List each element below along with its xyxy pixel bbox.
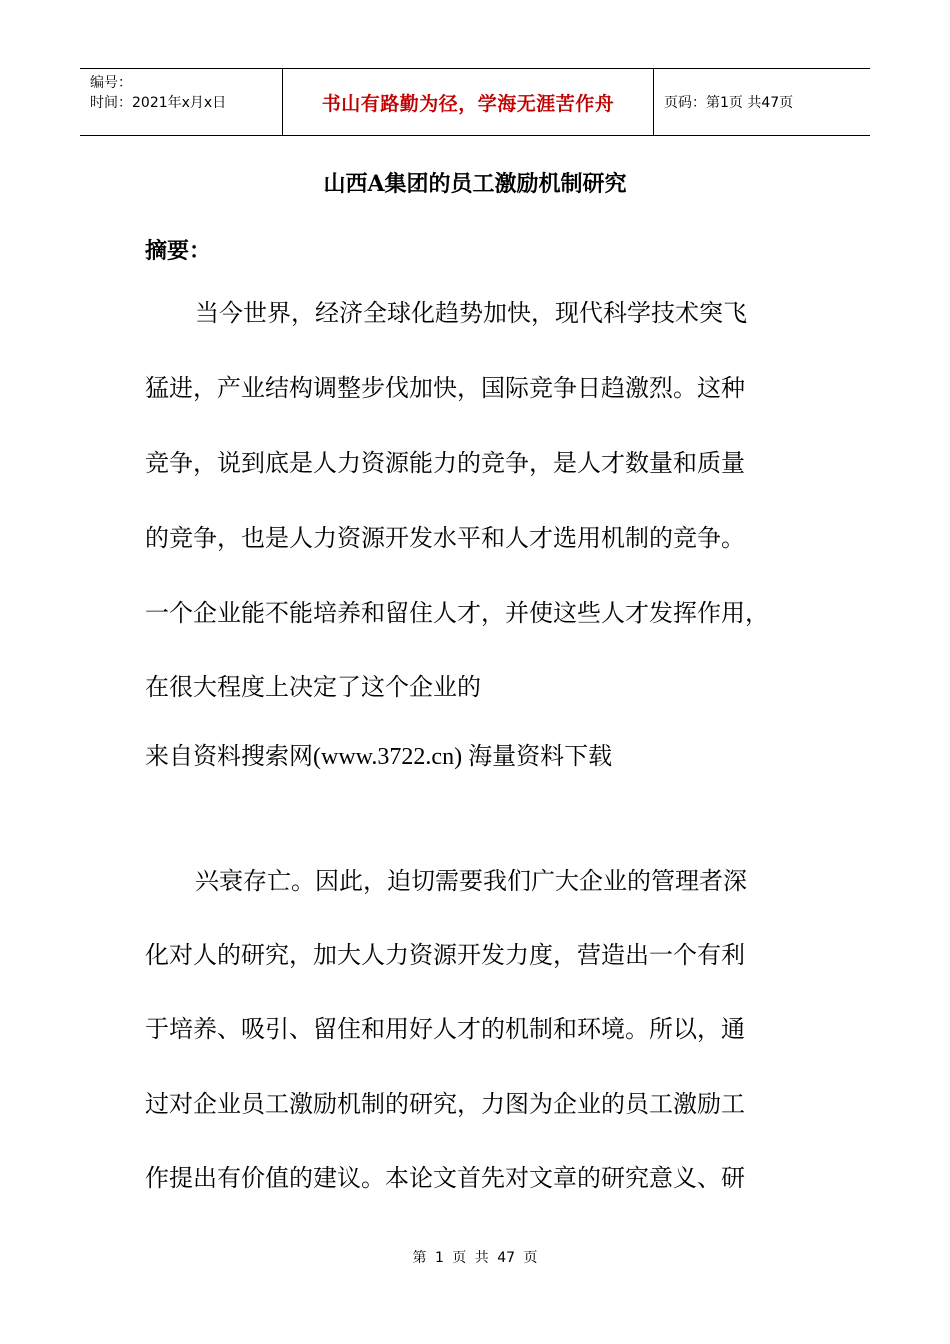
- paragraph-line: 当今世界，经济全球化趋势加快，现代科学技术突飞: [195, 299, 747, 327]
- paragraph-line: 在很大程度上决定了这个企业的: [145, 673, 481, 701]
- doc-number-label: 编号：: [90, 75, 132, 91]
- paragraph-line: 兴衰存亡。因此，迫切需要我们广大企业的管理者深: [195, 867, 747, 895]
- header-page-info: 页码：第1页 共47页: [664, 95, 794, 111]
- document-title: 山西A集团的员工激励机制研究: [323, 171, 627, 197]
- paragraph-line: 猛进，产业结构调整步伐加快，国际竞争日趋激烈。这种: [145, 374, 745, 402]
- paragraph-line: 过对企业员工激励机制的研究，力图为企业的员工激励工: [145, 1090, 745, 1118]
- source-note: 来自资料搜索网(www.3722.cn) 海量资料下载: [145, 744, 613, 770]
- paragraph-line: 化对人的研究，加大人力资源开发力度，营造出一个有利: [145, 941, 745, 969]
- paragraph-line: 一个企业能不能培养和留住人才，并使这些人才发挥作用，: [145, 599, 769, 627]
- header-left-cell: [80, 69, 282, 135]
- paragraph-line: 竞争，说到底是人力资源能力的竞争，是人才数量和质量: [145, 449, 745, 477]
- page-footer: 第 1 页 共 47 页: [412, 1250, 538, 1266]
- doc-date-label: 时间：2021年x月x日: [90, 95, 227, 111]
- page-header: [80, 68, 870, 136]
- paragraph-line: 作提出有价值的建议。本论文首先对文章的研究意义、研: [145, 1164, 745, 1192]
- header-motto: 书山有路勤为径，学海无涯苦作舟: [282, 69, 654, 135]
- abstract-label: 摘要：: [145, 238, 212, 264]
- paragraph-line: 于培养、吸引、留住和用好人才的机制和环境。所以，通: [145, 1015, 745, 1043]
- paragraph-line: 的竞争，也是人力资源开发水平和人才选用机制的竞争。: [145, 524, 745, 552]
